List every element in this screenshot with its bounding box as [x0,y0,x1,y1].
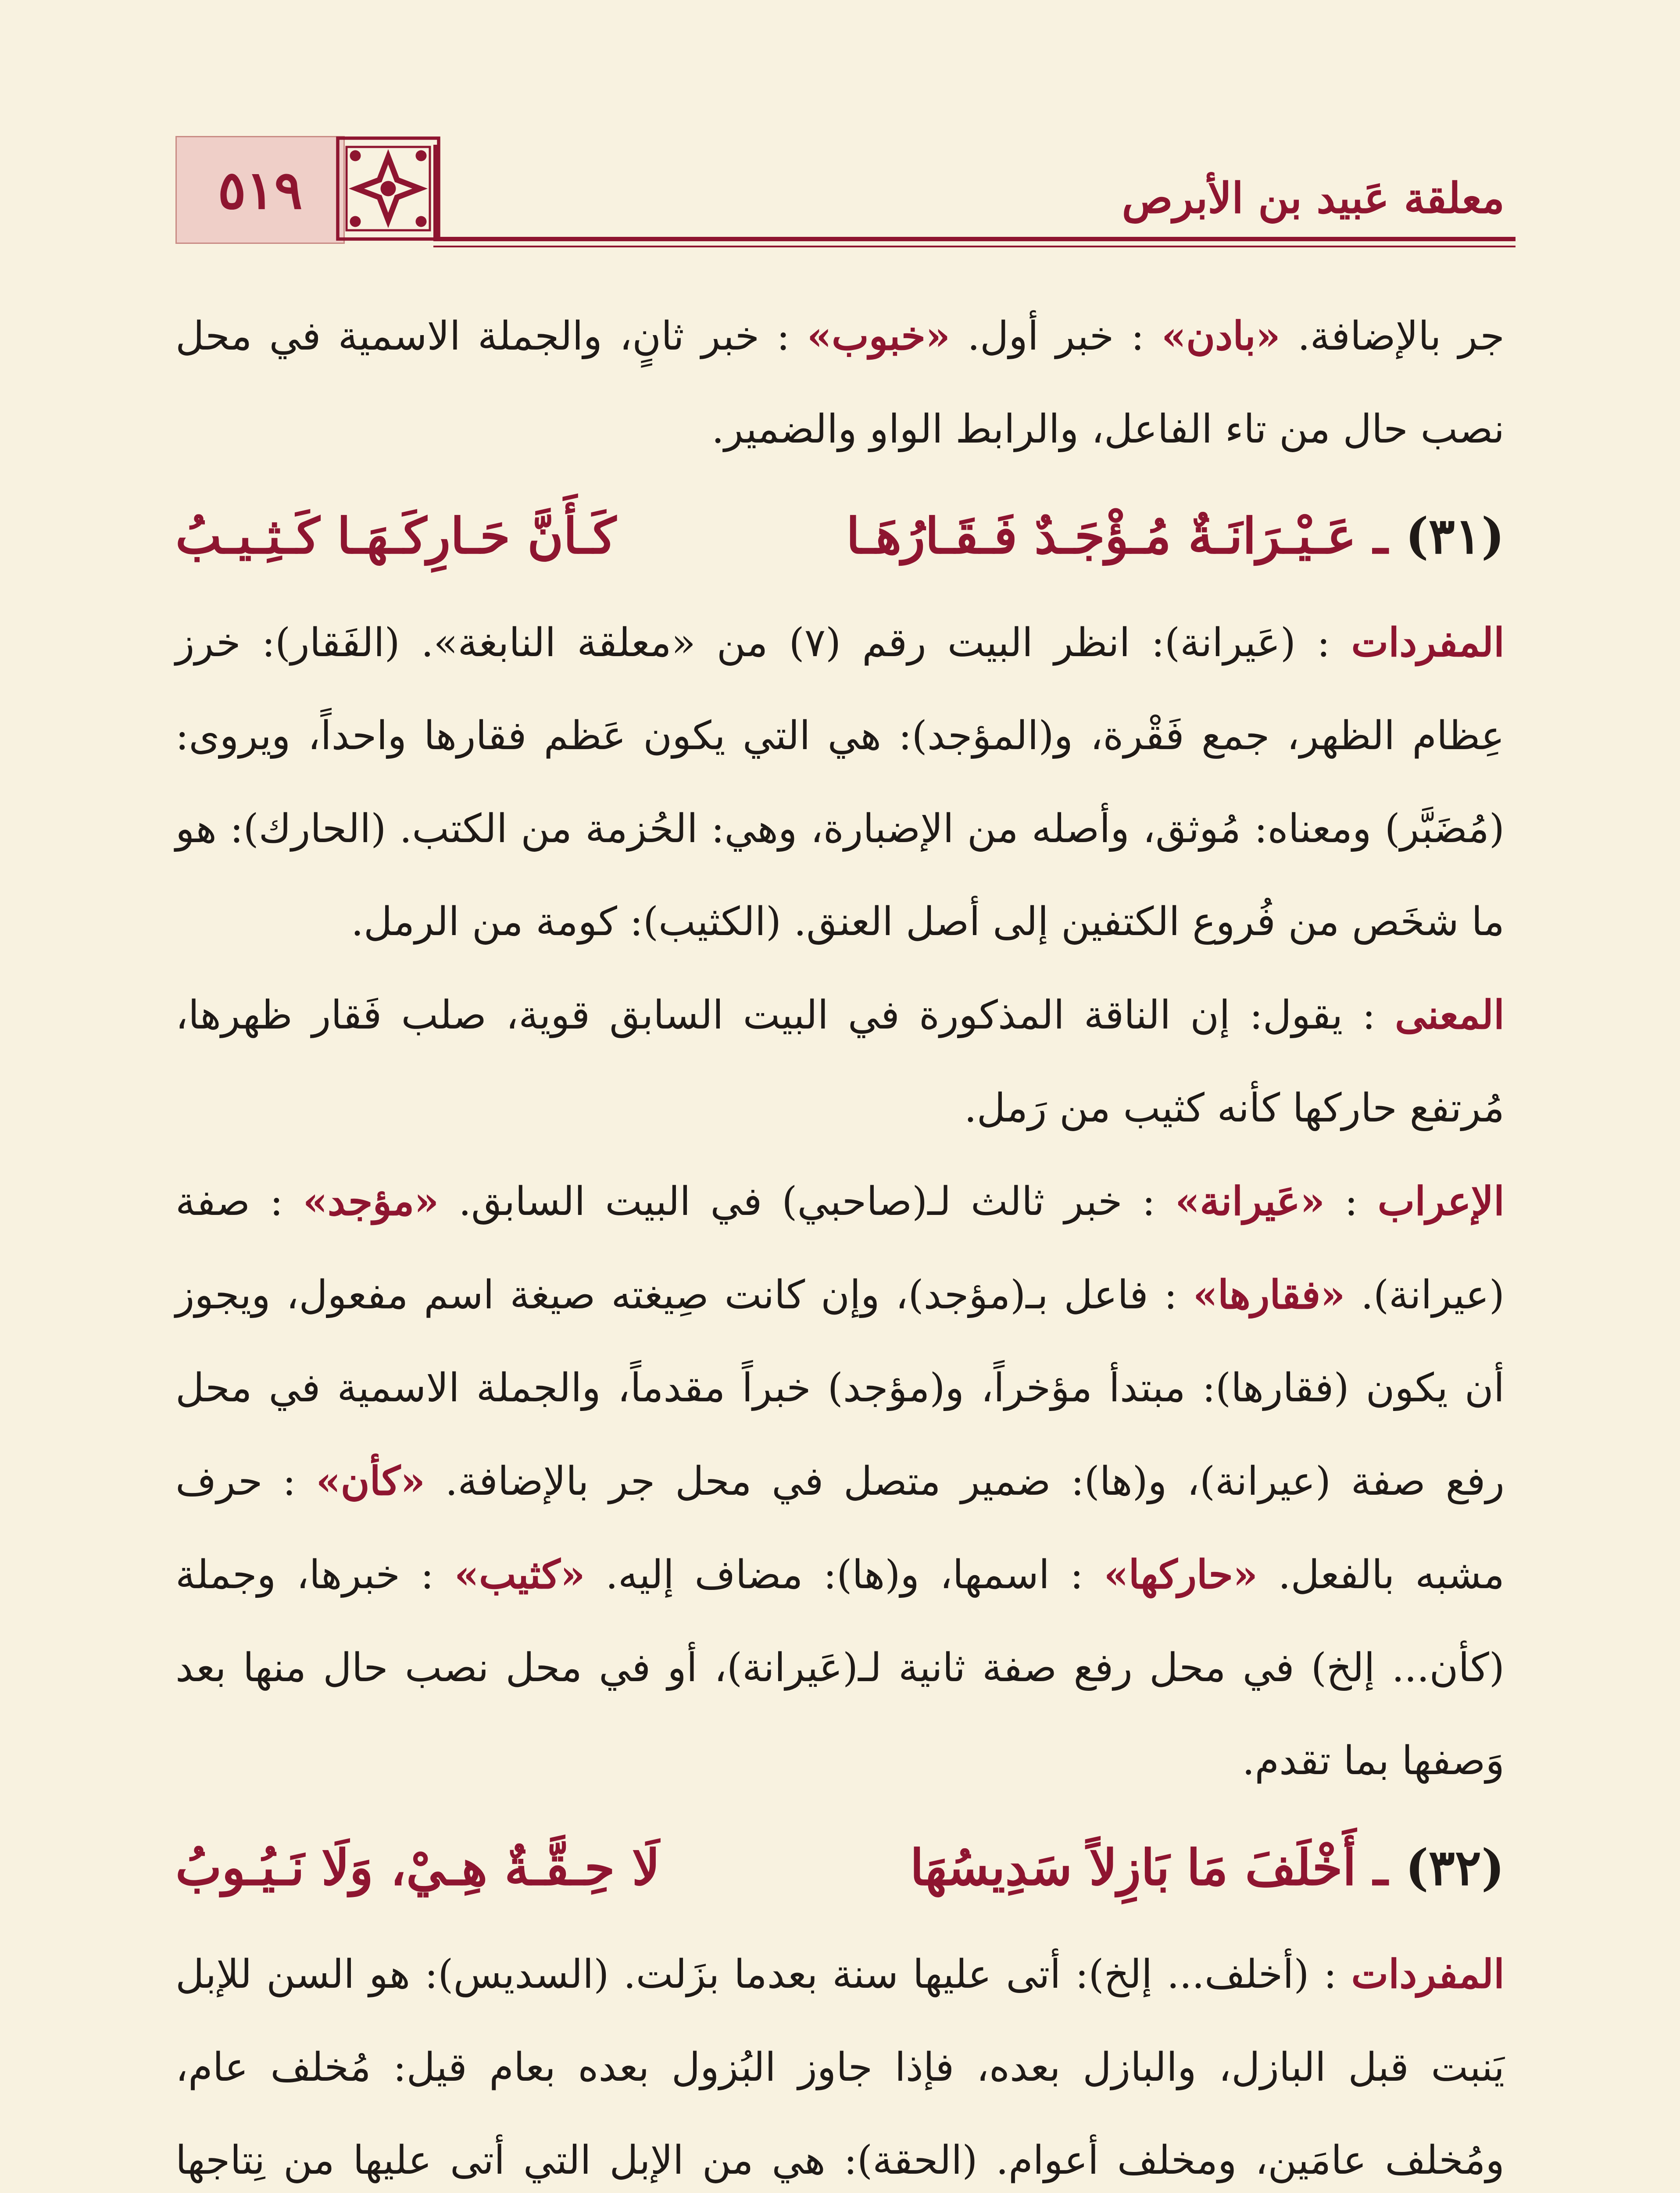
text-run: جر بالإضافة. [1280,313,1505,359]
section-label: الإعراب [1377,1178,1505,1225]
text-column [175,289,1505,2193]
header-rule-thin [433,246,1516,247]
grammar-term: «بادن» [1161,313,1280,359]
text-run: : [1325,1179,1378,1225]
grammar-term: «خبوب» [807,313,951,359]
text-run: : فاعل بـ(مؤجد)، وإن كانت صِيغته صيغة اسم مفعول، ويجوز أن يكون (فقارها): مبتدأ مؤخراً، و(مؤجد) خبراً مقدماً، والجملة الاسمية في محل رفع صفة (عيرانة)، و(ها): ضمير متصل في محل جر بالإضافة. [175,1272,1505,1504]
verse-hemistich-first: ـ عَـيْـرَانَـةٌ مُـؤْجَـدٌ فَـقَـارُهَـا [846,507,1388,565]
grammar-term: «حاركها» [1104,1551,1258,1598]
text-run: : خبر ثانٍ، والجملة الاسمية في محل نصب حال من تاء الفاعل، والرابط الواو والضمير. [175,313,1505,452]
section-text: : (عَيرانة): انظر البيت رقم (٧) من «معلقة النابغة». (الفَقار): خرز عِظام الظهر، جمع فَقْرة، و(المؤجد): هي التي يكون عَظم فقارها واحداً، ويروى: (مُضَبَّر) ومعناه: مُوثق، وأصله من الإضبارة، وهي: الحُزمة من الكتب. (الحارك): هو ما شخَص من فُروع الكتفين إلى أصل العنق. (الكثيب): كومة من الرمل. [175,620,1505,945]
vocabulary-paragraph [175,596,1505,968]
intro-paragraph [175,289,1505,476]
section-label: المفردات [1351,619,1505,666]
grammar-term: «كأن» [316,1458,425,1504]
page-number-box [175,136,345,244]
header-divider [433,145,439,239]
verse-number: (٣٢) [1405,1839,1505,1897]
page-number: ٥١٩ [218,159,303,221]
section-label: المعنى [1394,992,1505,1038]
text-run: : خبر أول. [950,313,1162,359]
meaning-paragraph [175,968,1505,1155]
section-text: : يقول: إن الناقة المذكورة في البيت السابق قوية، صلب فَقار ظهرها، مُرتفع حاركها كأنه كثيب من رَمل. [175,992,1505,1131]
parsing-paragraph [175,1155,1505,1807]
verse-32 [175,1817,1505,1919]
grammar-term: «مؤجد» [303,1178,439,1225]
ornament-icon [333,134,443,243]
section-text: : (أخلف... إلخ): أتى عليها سنة بعدما بزَلت. (السديس): هو السن للإبل يَنبت قبل البازل، والبازل بعده، فإذا جاوز البُزول بعده بعام قيل: مُخلف عام، ومُخلف عامَين، ومخلف أعوام. (الحقة): هي من الإبل التي أتى عليها من نِتاجها [175,1951,1505,2183]
verse-hemistich-second: لَا حِـقَّـةٌ هِـيْ، وَلَا نَـيُـوبُ [175,1839,660,1897]
verse-number: (٣١) [1405,507,1505,565]
text-run: : خبرها، وجملة (كأن... إلخ) في محل رفع صفة ثانية لـ(عَيرانة)، أو في محل نصب حال منها بعد وَصفها بما تقدم. [175,1552,1505,1784]
vocabulary-paragraph [175,1928,1505,2193]
text-run: : خبر ثالث لـ(صاحبي) في البيت السابق. [439,1179,1175,1225]
header-rule [433,237,1516,241]
grammar-term: «فقارها» [1193,1272,1345,1318]
grammar-term: «كثيب» [454,1551,585,1598]
verse-31 [175,486,1505,587]
text-run: : حرف مشبه بالفعل. [175,1458,1505,1598]
grammar-term: «عَيرانة» [1175,1178,1325,1225]
verse-hemistich-second: كَـأَنَّ حَـارِكَـهَـا كَـثِـيـبُ [175,507,616,565]
section-label: المفردات [1351,1951,1505,1997]
running-head: معلقة عَبيد بن الأبرص [1122,173,1505,223]
verse-hemistich-first: ـ أَخْلَفَ مَا بَازِلاً سَدِيسُهَا [910,1839,1388,1897]
text-run: : اسمها، و(ها): مضاف إليه. [585,1552,1104,1598]
text-run: : صفة (عيرانة). [175,1179,1505,1318]
